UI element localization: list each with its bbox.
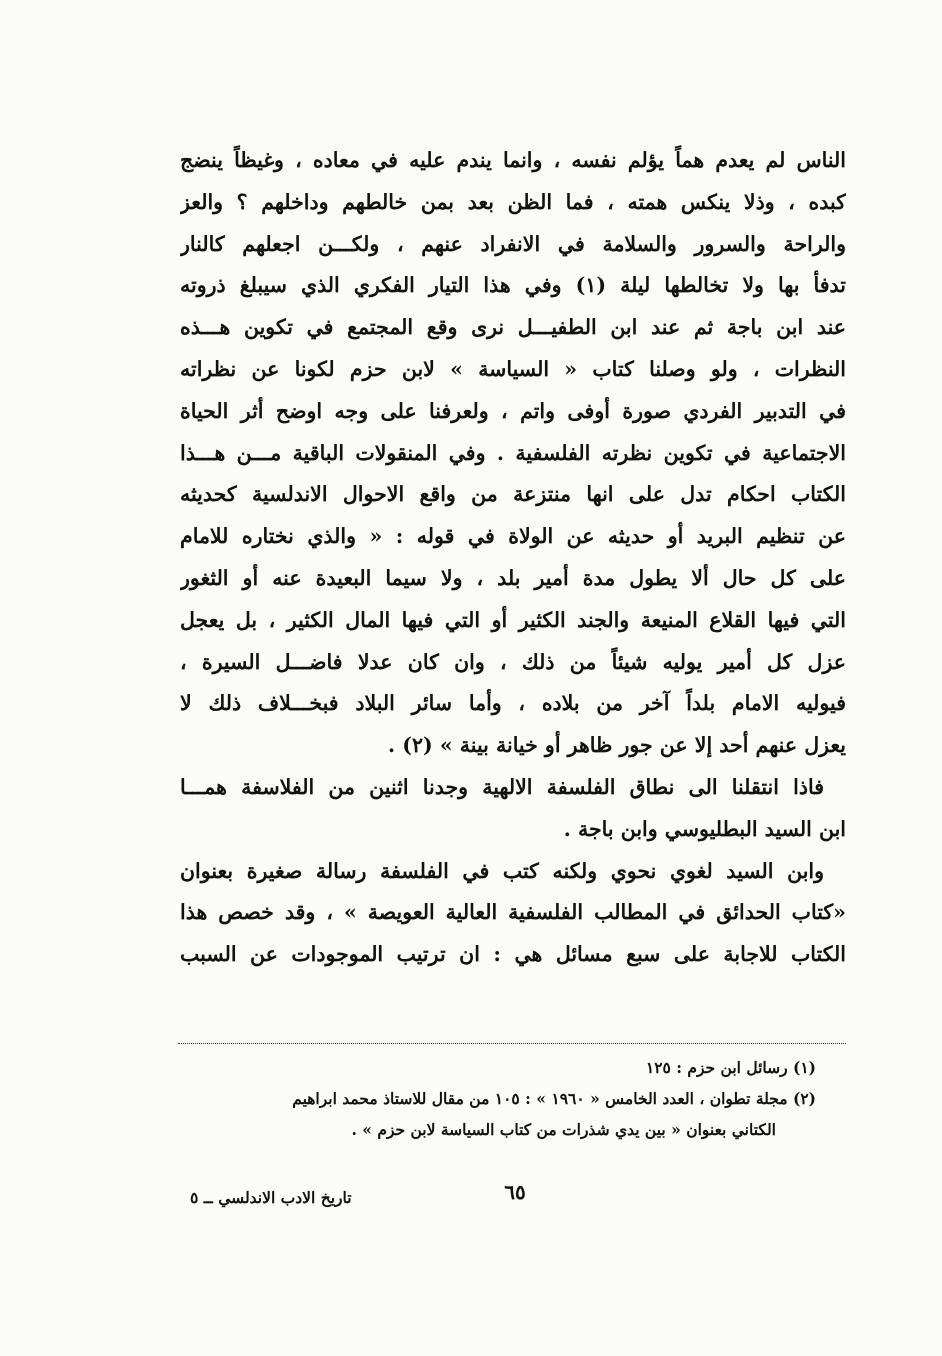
text-line: التي فيها القلاع المنيعة والجند الكثير أو التي فيها المال الكثير ، بل يعجل xyxy=(180,607,846,632)
footnote-divider xyxy=(178,1043,846,1044)
text-line: تدفأ بها ولا تخالطها ليلة (١) وفي هذا التيار الفكري الذي سيبلغ ذروته xyxy=(180,273,846,298)
text-line: على كل حال ألا يطول مدة أمير بلد ، ولا سيما البعيدة عنه أو الثغور xyxy=(180,565,846,590)
text-line: عزل كل أمير يوليه شيئاً من ذلك ، وان كان عدلا فاضـــل السيرة ، xyxy=(180,649,846,674)
text-line: الاجتماعية في تكوين نظرته الفلسفية . وفي المنقولات الباقية مـــن هـــذا xyxy=(180,440,846,465)
footnote-2-continuation: الكتاني بعنوان « بين يدي شذرات من كتاب السياسة لابن حزم » . xyxy=(351,1120,776,1139)
running-footer: تاريخ الادب الاندلسي ــ ٥ xyxy=(190,1188,352,1207)
text-line: «كتاب الحدائق في المطالب الفلسفية العالية العويصة » ، وقد خصص هذا xyxy=(180,900,846,925)
footnotes xyxy=(180,1052,816,1145)
text-line: فاذا انتقلنا الى نطاق الفلسفة الالهية وجدنا اثنين من الفلاسفة همـــا xyxy=(180,774,824,799)
footnote-1: (١) رسائل ابن حزم : ١٢٥ xyxy=(645,1058,816,1077)
text-line: والراحة والسرور والسلامة في الانفراد عنهم ، ولكـــن اجعلهم كالنار xyxy=(180,231,846,256)
text-line: كبده ، وذلا ينكس همته ، فما الظن بعد بمن خالطهم وداخلهم ؟ والعز xyxy=(180,189,846,214)
text-line: الناس لم يعدم هماً يؤلم نفسه ، وانما يندم عليه في معاده ، وغيظاً ينضج xyxy=(180,148,846,172)
text-line: النظرات ، ولو وصلنا كتاب « السياسة » لابن حزم لكونا عن نظراته xyxy=(180,356,846,381)
text-line: عند ابن باجة ثم عند ابن الطفيـــل نرى وقع المجتمع في تكوين هـــذه xyxy=(180,315,846,340)
text-line: الكتاب للاجابة على سبع مسائل هي : ان ترتيب الموجودات عن السبب xyxy=(180,942,846,967)
text-line: الكتاب احكام تدل على انها منتزعة من واقع الاحوال الاندلسية كحديثه xyxy=(180,482,846,507)
text-line: يعزل عنهم أحد إلا عن جور ظاهر أو خيانة بينة » (٢) . xyxy=(388,733,846,758)
text-line: عن تنظيم البريد أو حديثه عن الولاة في قوله : « والذي نختاره للامام xyxy=(180,524,846,549)
text-line: في التدبير الفردي صورة أوفى واتم ، ولعرفنا على وجه اوضح أثر الحياة xyxy=(180,398,846,423)
main-text xyxy=(180,140,846,976)
footnote-2: (٢) مجلة تطوان ، العدد الخامس « ١٩٦٠ » : ١٠٥ من مقال للاستاذ محمد ابراهيم xyxy=(292,1089,816,1108)
text-line: ابن السيد البطليوسي وابن باجة . xyxy=(563,816,846,841)
text-line: وابن السيد لغوي نحوي ولكنه كتب في الفلسفة رسالة صغيرة بعنوان xyxy=(180,858,824,883)
text-line: فيوليه الامام بلداً آخر من بلاده ، وأما سائر البلاد فبخـــلاف ذلك لا xyxy=(180,691,846,716)
page-number: ٦٥ xyxy=(504,1180,526,1204)
